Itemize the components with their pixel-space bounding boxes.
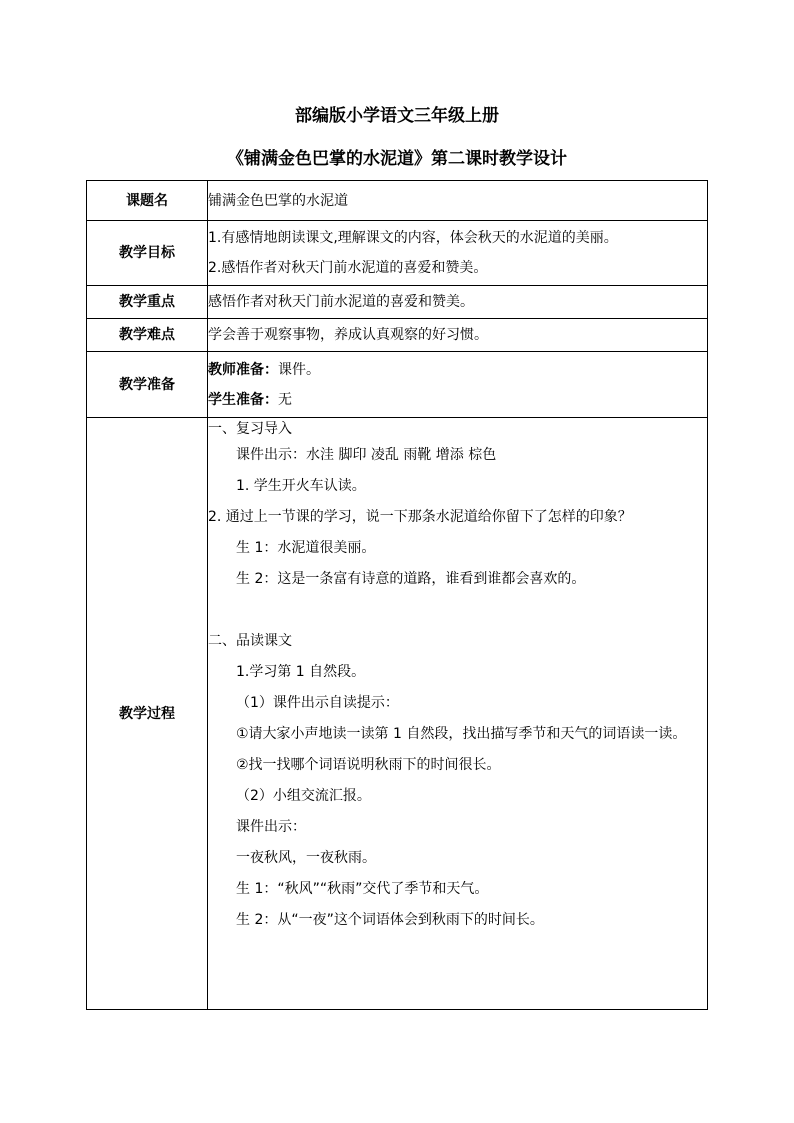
process-line: ②找一找哪个词语说明秋雨下的时间很长。 (236, 757, 501, 773)
student-prep-value: 无 (278, 391, 292, 408)
teacher-prep-label: 教师准备： (208, 361, 278, 378)
goals-content (208, 221, 708, 286)
student-prep-label: 学生准备： (208, 391, 278, 408)
process-line: 生 1：水泥道很美丽。 (236, 540, 376, 556)
table-row-process (87, 418, 708, 1010)
teacher-prep (208, 355, 707, 385)
key-point-label: 教学重点 (87, 286, 208, 319)
process-line: 课件出示：水洼 脚印 凌乱 雨靴 增添 棕色 (236, 447, 497, 463)
process-line: 生 2：从“一夜”这个词语体会到秋雨下的时间长。 (236, 912, 544, 928)
topic-value: 铺满金色巴掌的水泥道 (208, 181, 708, 221)
topic-label: 课题名 (87, 181, 208, 221)
process-line: 1.学习第 1 自然段。 (236, 664, 366, 680)
section-heading: 二、品读课文 (208, 633, 292, 649)
preparation-label: 教学准备 (87, 352, 208, 418)
goal-item: 1.有感情地朗读课文,理解课文的内容，体会秋天的水泥道的美丽。 (208, 230, 618, 246)
difficulty-label: 教学难点 (87, 319, 208, 352)
student-prep (208, 385, 707, 415)
document-title: 部编版小学语文三年级上册 (295, 106, 499, 126)
section-heading: 一、复习导入 (208, 421, 292, 437)
teacher-prep-value: 课件。 (278, 361, 320, 378)
process-line: 生 1：“秋风”“秋雨”交代了季节和天气。 (236, 881, 489, 897)
document-subtitle: 《铺满金色巴掌的水泥道》第二课时教学设计 (227, 149, 567, 169)
process-label: 教学过程 (87, 418, 208, 1010)
table-row-key-point (87, 286, 708, 319)
process-line: （2）小组交流汇报。 (236, 788, 371, 804)
process-line: ①请大家小声地读一读第 1 自然段，找出描写季节和天气的词语读一读。 (236, 726, 687, 742)
key-point-value: 感悟作者对秋天门前水泥道的喜爱和赞美。 (208, 286, 708, 319)
table-row-topic (87, 181, 708, 221)
table-row-preparation (87, 352, 708, 418)
table-row-difficulty (87, 319, 708, 352)
goal-item: 2.感悟作者对秋天门前水泥道的喜爱和赞美。 (208, 260, 488, 276)
table-row-goals (87, 221, 708, 286)
preparation-content (208, 352, 708, 418)
process-line: 1. 学生开火车认读。 (236, 478, 366, 494)
process-line: 生 2：这是一条富有诗意的道路，谁看到谁都会喜欢的。 (236, 571, 586, 587)
goals-label: 教学目标 (87, 221, 208, 286)
difficulty-value: 学会善于观察事物，养成认真观察的好习惯。 (208, 319, 708, 352)
process-line: 课件出示： (236, 819, 306, 835)
process-content (208, 418, 708, 1010)
process-line: （1）课件出示自读提示： (236, 695, 399, 711)
lesson-plan-table (86, 180, 708, 1010)
process-line: 2. 通过上一节课的学习，说一下那条水泥道给你留下了怎样的印象？ (208, 509, 632, 525)
process-line: 一夜秋风，一夜秋雨。 (236, 850, 376, 866)
blank-line (208, 595, 707, 626)
